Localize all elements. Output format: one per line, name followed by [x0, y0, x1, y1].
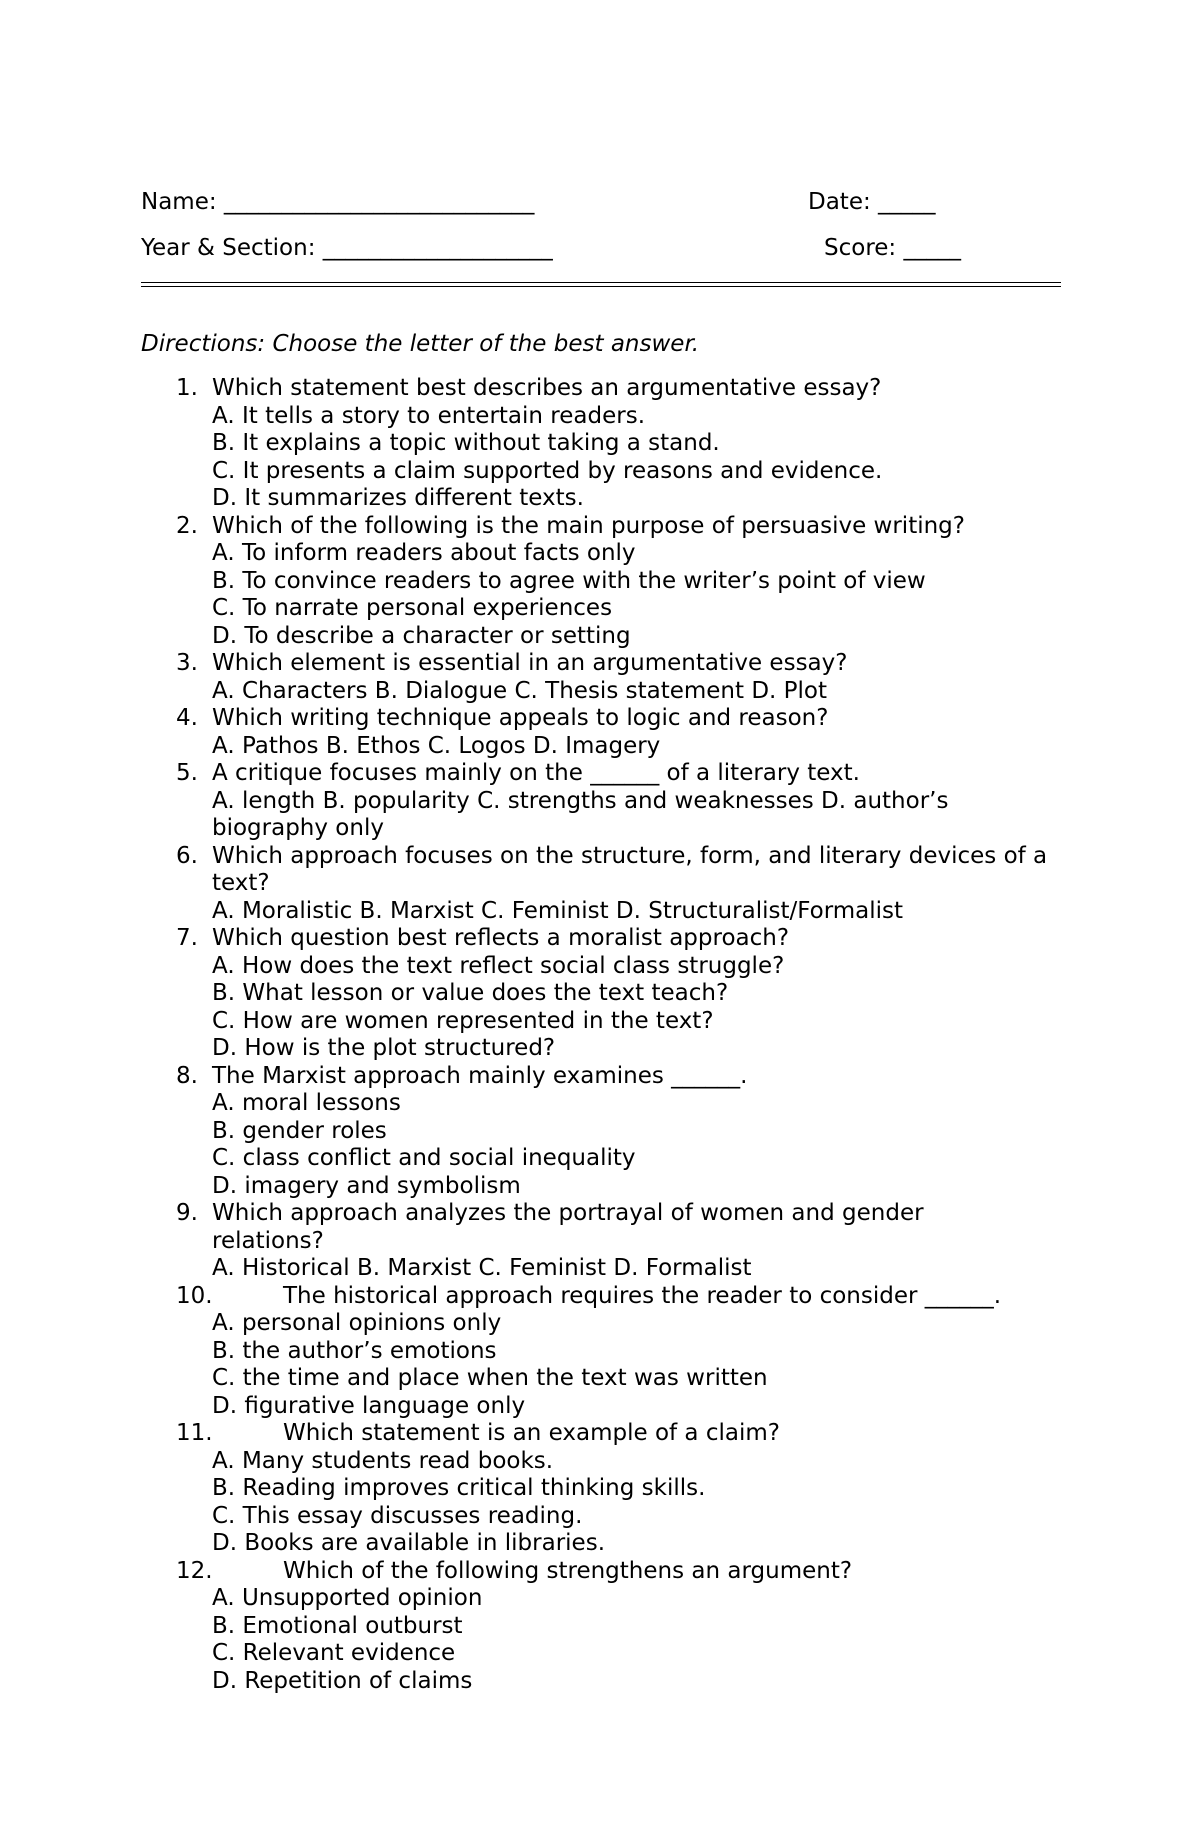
answer-option: A. Pathos B. Ethos C. Logos D. Imagery [212, 732, 661, 759]
question-number: 3. [176, 650, 198, 676]
answer-option: D. Repetition of claims [212, 1667, 473, 1694]
question-text: Which of the following strengthens an argument? [283, 1557, 853, 1584]
question-text: Which of the following is the main purpose of persuasive writing? [212, 512, 965, 539]
question-12 [0, 1558, 1200, 1696]
question-number: 2. [176, 512, 198, 539]
answer-option: B. Emotional outburst [212, 1612, 463, 1639]
answer-option: C. the time and place when the text was written [212, 1365, 768, 1391]
name-field-label: Name: ___________________________ [141, 189, 535, 215]
answer-option: A. personal opinions only [212, 1310, 502, 1336]
question-text: Which writing technique appeals to logic and reason? [212, 705, 829, 731]
answer-option: C. It presents a claim supported by reasons and evidence. [212, 457, 883, 484]
question-number: 6. [176, 842, 198, 869]
year-section-field-label: Year & Section: ____________________ [141, 235, 553, 261]
question-5 [0, 760, 1200, 843]
question-number: 5. [176, 760, 198, 786]
question-6 [0, 843, 1200, 926]
question-text: Which approach analyzes the portrayal of women and gender relations? [212, 1200, 924, 1254]
answer-option: D. It summarizes different texts. [212, 485, 584, 511]
question-7 [0, 925, 1200, 1063]
answer-option: D. To describe a character or setting [212, 622, 631, 649]
answer-option: A. Many students read books. [212, 1447, 554, 1474]
question-text: Which statement is an example of a claim? [283, 1420, 780, 1446]
answer-option: B. What lesson or value does the text teach? [212, 980, 729, 1006]
answer-option: C. To narrate personal experiences [212, 595, 613, 621]
answer-option: D. figurative language only [212, 1392, 526, 1419]
answer-option: B. To convince readers to agree with the writer’s point of view [212, 567, 926, 594]
answer-option: B. It explains a topic without taking a stand. [212, 430, 720, 456]
question-number: 4. [176, 705, 198, 731]
answer-option: A. Moralistic B. Marxist C. Feminist D. Structuralist/Formalist [212, 897, 904, 924]
date-field-label: Date: _____ [808, 189, 936, 215]
question-8 [0, 1063, 1200, 1201]
question-number: 7. [176, 925, 198, 951]
answer-option: A. To inform readers about facts only [212, 540, 636, 566]
answer-option: C. class conflict and social inequality [212, 1145, 636, 1171]
answer-option: A. It tells a story to entertain readers. [212, 402, 646, 429]
answer-option: D. How is the plot structured? [212, 1035, 556, 1061]
question-number: 1. [176, 375, 198, 401]
question-3 [0, 650, 1200, 705]
question-text: The historical approach requires the reader to consider ______. [283, 1282, 1002, 1309]
question-text: Which statement best describes an argumentative essay? [212, 375, 882, 401]
question-text: The Marxist approach mainly examines ______. [212, 1062, 748, 1089]
answer-option: C. Relevant evidence [212, 1640, 456, 1666]
answer-option: B. the author’s emotions [212, 1337, 497, 1364]
directions-text: Directions: Choose the letter of the best answer. [141, 331, 700, 357]
answer-option: D. Books are available in libraries. [212, 1530, 605, 1556]
question-text: Which approach focuses on the structure, form, and literary devices of a text? [212, 842, 1048, 896]
question-number: 10. [176, 1282, 213, 1309]
question-text: Which question best reflects a moralist approach? [212, 925, 790, 951]
question-list [0, 375, 1200, 1695]
answer-option: C. How are women represented in the text? [212, 1007, 714, 1034]
answer-option: B. Reading improves critical thinking skills. [212, 1475, 706, 1501]
answer-option: C. This essay discusses reading. [212, 1502, 583, 1529]
question-number: 8. [176, 1062, 198, 1089]
question-10 [0, 1283, 1200, 1421]
question-text: A critique focuses mainly on the ______ of a literary text. [212, 760, 860, 786]
answer-option: B. gender roles [212, 1117, 387, 1144]
question-4 [0, 705, 1200, 760]
question-text: Which element is essential in an argumentative essay? [212, 650, 848, 676]
question-11 [0, 1420, 1200, 1558]
question-1 [0, 375, 1200, 513]
answer-option: D. imagery and symbolism [212, 1172, 521, 1199]
answer-option: A. moral lessons [212, 1090, 401, 1116]
question-9 [0, 1200, 1200, 1283]
answer-option: A. How does the text reflect social class struggle? [212, 952, 785, 979]
answer-option: A. Unsupported opinion [212, 1585, 483, 1611]
question-number: 9. [176, 1200, 198, 1226]
score-field-label: Score: _____ [824, 235, 961, 261]
header-divider-bottom [141, 286, 1061, 287]
question-number: 11. [176, 1420, 213, 1446]
question-2 [0, 513, 1200, 651]
answer-option: A. Historical B. Marxist C. Feminist D. Formalist [212, 1255, 752, 1281]
answer-option: A. length B. popularity C. strengths and weaknesses D. author’s biography only [212, 787, 949, 841]
question-number: 12. [176, 1557, 213, 1584]
answer-option: A. Characters B. Dialogue C. Thesis statement D. Plot [212, 677, 828, 704]
header-divider-top [141, 282, 1061, 283]
